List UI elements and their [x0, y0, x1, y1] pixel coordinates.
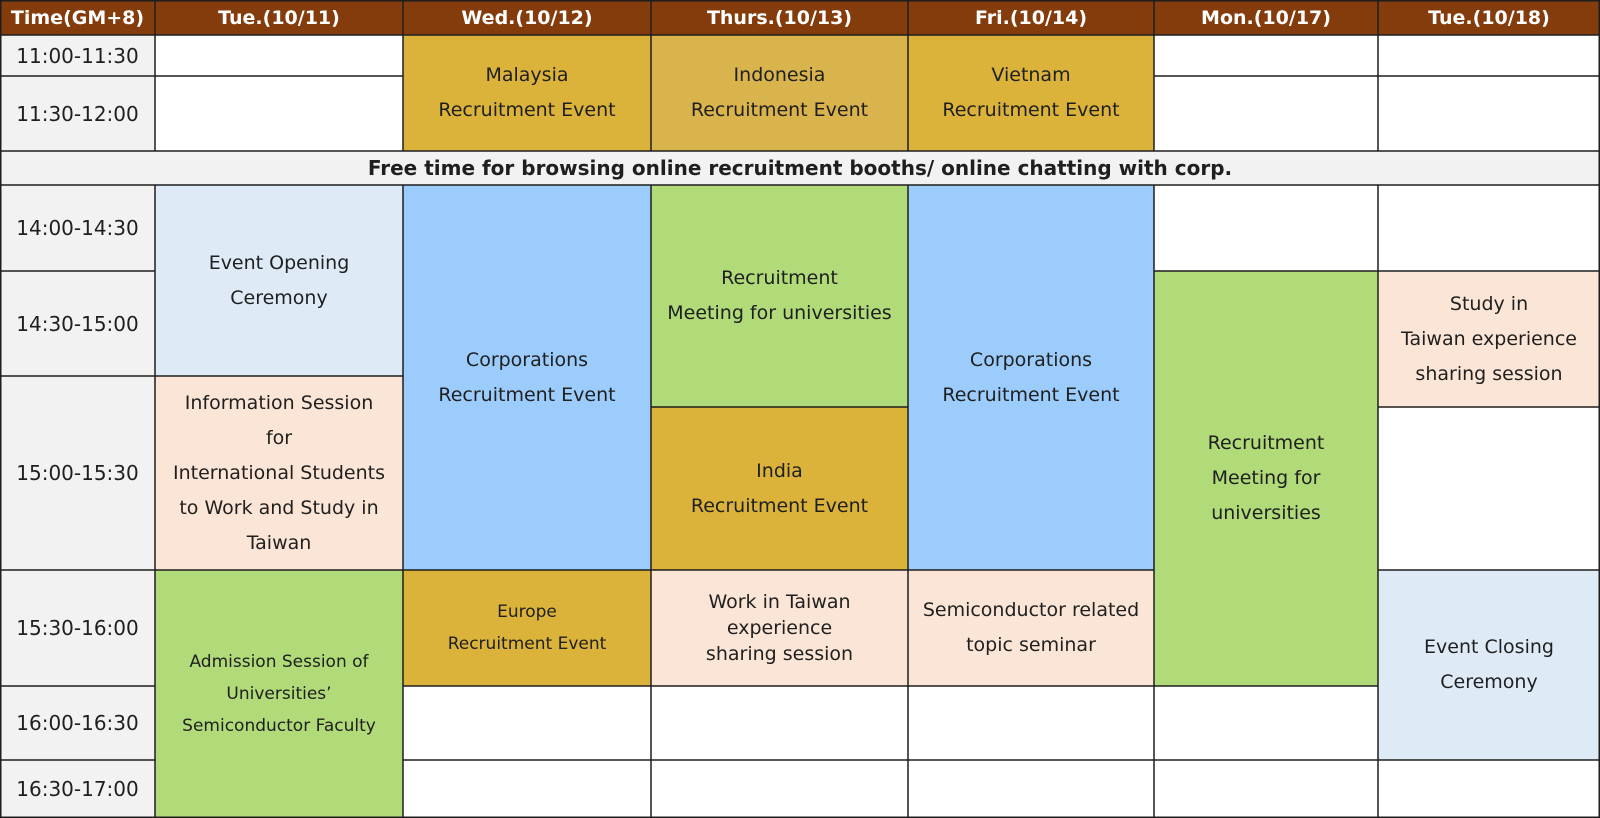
- time-slot: 16:00-16:30: [0, 686, 155, 760]
- empty-cell: [1378, 185, 1600, 271]
- event-recruitment-meeting-mon: Recruitment Meeting for universities: [1154, 271, 1378, 686]
- header-day-mon-1017: Mon.(10/17): [1154, 0, 1378, 35]
- event-corporations-recruitment-fri: Corporations Recruitment Event: [908, 185, 1154, 570]
- empty-cell: [1154, 185, 1378, 271]
- event-information-session: Information Session for International Students to Work and Study in Taiwan: [155, 376, 403, 570]
- header-day-tue-1011: Tue.(10/11): [155, 0, 403, 35]
- time-slot: 15:00-15:30: [0, 376, 155, 570]
- empty-cell: [1378, 407, 1600, 570]
- empty-cell: [1378, 35, 1600, 151]
- event-closing-ceremony: Event Closing Ceremony: [1378, 570, 1600, 760]
- event-vietnam-recruitment: Vietnam Recruitment Event: [908, 35, 1154, 151]
- header-day-thu-1013: Thurs.(10/13): [651, 0, 908, 35]
- header-day-fri-1014: Fri.(10/14): [908, 0, 1154, 35]
- empty-cell: [1154, 35, 1378, 151]
- time-slot: 14:30-15:00: [0, 271, 155, 376]
- empty-cell: [908, 686, 1154, 818]
- event-study-in-taiwan-sharing: Study in Taiwan experience sharing session: [1378, 271, 1600, 407]
- event-recruitment-meeting-thu: Recruitment Meeting for universities: [651, 185, 908, 407]
- time-slot: 15:30-16:00: [0, 570, 155, 686]
- event-opening-ceremony: Event Opening Ceremony: [155, 185, 403, 376]
- time-slot: 11:30-12:00: [0, 76, 155, 151]
- empty-cell: [155, 35, 403, 151]
- header-time: Time(GM+8): [0, 0, 155, 35]
- time-slot: 11:00-11:30: [0, 35, 155, 76]
- event-indonesia-recruitment: Indonesia Recruitment Event: [651, 35, 908, 151]
- event-work-in-taiwan-sharing: Work in Taiwan experience sharing session: [651, 570, 908, 686]
- time-slot: 16:30-17:00: [0, 760, 155, 818]
- event-semiconductor-seminar: Semiconductor related topic seminar: [908, 570, 1154, 686]
- event-europe-recruitment: Europe Recruitment Event: [403, 570, 651, 686]
- event-corporations-recruitment-wed: Corporations Recruitment Event: [403, 185, 651, 570]
- empty-cell: [403, 686, 651, 818]
- event-admission-session: Admission Session of Universities’ Semiconductor Faculty: [155, 570, 403, 818]
- header-day-tue-1018: Tue.(10/18): [1378, 0, 1600, 35]
- event-malaysia-recruitment: Malaysia Recruitment Event: [403, 35, 651, 151]
- free-time-band: Free time for browsing online recruitment booths/ online chatting with corp.: [0, 151, 1600, 185]
- time-slot: 14:00-14:30: [0, 185, 155, 271]
- empty-cell: [651, 686, 908, 818]
- event-india-recruitment: India Recruitment Event: [651, 407, 908, 570]
- header-day-wed-1012: Wed.(10/12): [403, 0, 651, 35]
- empty-cell: [1378, 760, 1600, 818]
- empty-cell: [1154, 686, 1378, 818]
